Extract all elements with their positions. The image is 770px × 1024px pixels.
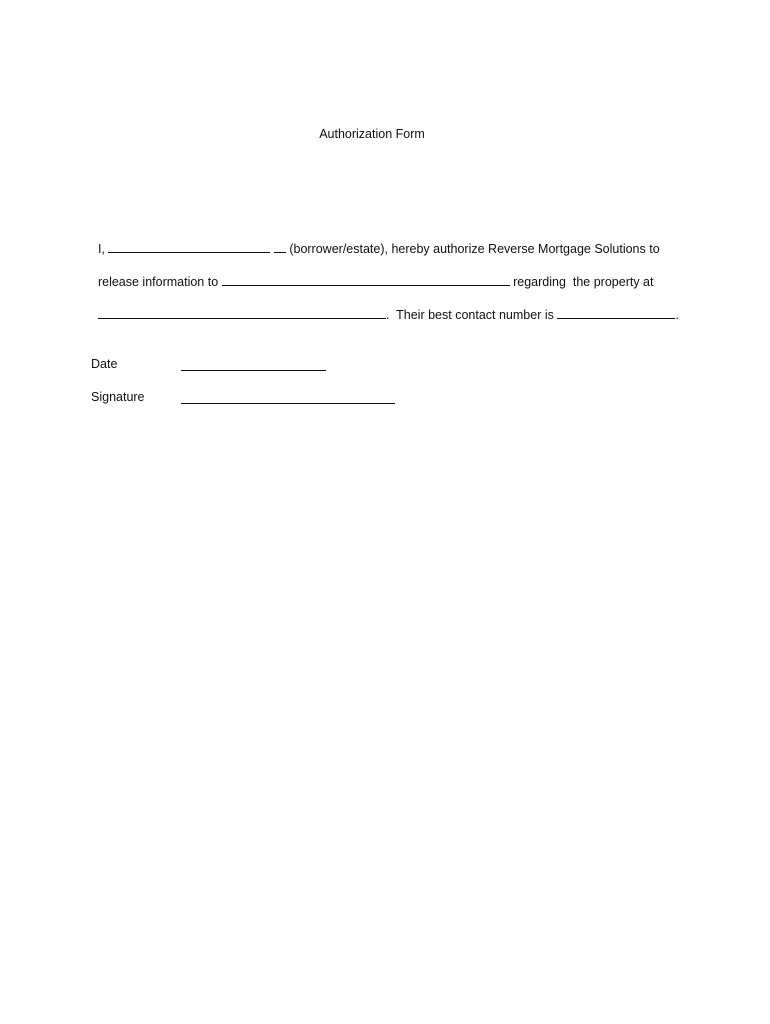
line1-suffix: (borrower/estate), hereby authorize Reverse Mortgage Solutions to — [285, 242, 660, 256]
date-label: Date — [91, 357, 118, 371]
line3-end: . — [675, 308, 679, 322]
signature-label: Signature — [91, 390, 145, 404]
borrower-name-field[interactable] — [108, 240, 270, 253]
date-field[interactable] — [181, 370, 326, 371]
borrower-name-field-extra[interactable] — [274, 240, 286, 253]
property-address-field[interactable] — [98, 306, 386, 319]
recipient-name-field[interactable] — [222, 273, 510, 286]
line1-prefix: I, — [97, 242, 109, 256]
authorization-line-3 — [91, 292, 679, 322]
line2-prefix: release information to — [97, 275, 222, 289]
page-title: Authorization Form — [319, 127, 425, 141]
signature-field[interactable] — [181, 403, 395, 404]
contact-number-field[interactable] — [557, 306, 675, 319]
authorization-line-2 — [91, 259, 653, 289]
authorization-line-1 — [91, 226, 660, 256]
line2-suffix: regarding the property at — [509, 275, 654, 289]
line3-mid: . Their best contact number is — [385, 308, 558, 322]
